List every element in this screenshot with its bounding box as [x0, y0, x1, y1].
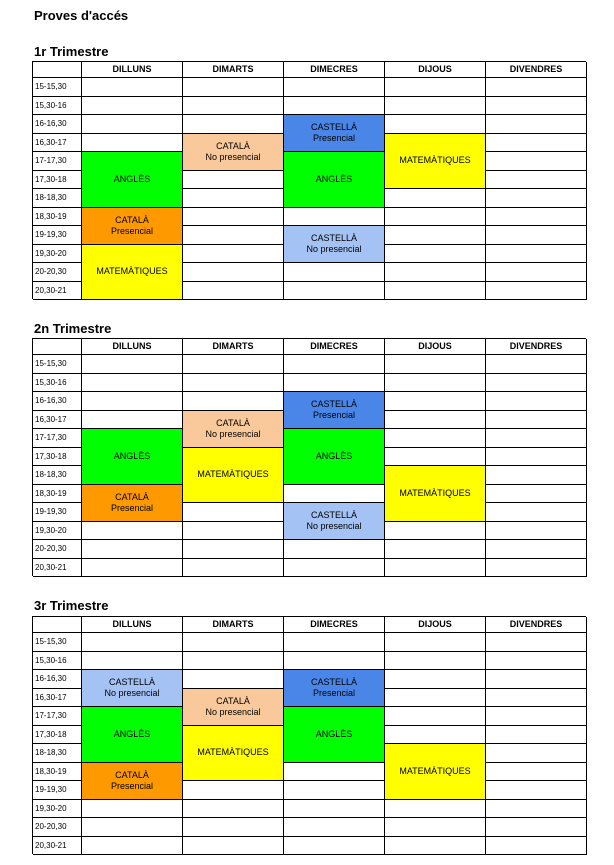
time-slot-label: 16,30-17 — [33, 134, 82, 153]
schedule-cell — [385, 282, 486, 301]
schedule-cell — [486, 263, 587, 282]
schedule-cell — [486, 245, 587, 264]
time-slot-label: 17,30-18 — [33, 726, 82, 745]
exam-block — [385, 134, 486, 190]
schedule-cell — [284, 97, 385, 116]
schedule-cell — [183, 189, 284, 208]
trimester-2-title: 2n Trimestre — [34, 321, 112, 336]
exam-subject: CATALÀ — [115, 769, 149, 780]
time-slot-label: 17-17,30 — [33, 152, 82, 171]
schedule-cell — [486, 485, 587, 504]
time-slot-label: 16-16,30 — [33, 670, 82, 689]
schedule-cell — [82, 818, 183, 837]
schedule-cell — [82, 522, 183, 541]
schedule-cell — [183, 781, 284, 800]
schedule-cell — [82, 374, 183, 393]
exam-mode: No presencial — [205, 428, 261, 439]
schedule-cell — [82, 97, 183, 116]
time-slot-label: 16-16,30 — [33, 115, 82, 134]
trimester-1-title: 1r Trimestre — [34, 44, 109, 59]
day-header: DIVENDRES — [486, 62, 587, 78]
schedule-cell — [284, 263, 385, 282]
page-title: Proves d'accés — [34, 8, 129, 23]
schedule-cell — [486, 208, 587, 227]
schedule-cell — [486, 800, 587, 819]
exam-subject: MATEMÀTIQUES — [399, 155, 471, 166]
day-header: DIMARTS — [183, 339, 284, 355]
schedule-cell — [284, 559, 385, 578]
time-slot-label: 18-18,30 — [33, 189, 82, 208]
schedule-cell — [183, 171, 284, 190]
exam-subject: MATEMÀTIQUES — [197, 469, 269, 480]
schedule-cell — [486, 392, 587, 411]
exam-block — [82, 707, 183, 763]
schedule-cell — [284, 374, 385, 393]
schedule-cell — [486, 115, 587, 134]
schedule-cell — [82, 411, 183, 430]
schedule-cell — [486, 633, 587, 652]
schedule-cell — [385, 208, 486, 227]
exam-subject: CATALÀ — [216, 695, 250, 706]
schedule-cell — [385, 429, 486, 448]
schedule-cell — [183, 355, 284, 374]
day-header: DILLUNS — [82, 617, 183, 633]
schedule-cell — [385, 263, 486, 282]
schedule-cell — [183, 652, 284, 671]
schedule-cell — [486, 503, 587, 522]
schedule-cell — [385, 115, 486, 134]
schedule-cell — [385, 818, 486, 837]
exam-mode: No presencial — [306, 521, 362, 531]
time-slot-label: 19-19,30 — [33, 503, 82, 522]
schedule-cell — [284, 208, 385, 227]
schedule-cell — [284, 763, 385, 782]
exam-subject: MATEMÀTIQUES — [96, 266, 168, 277]
time-slot-label: 20,30-21 — [33, 559, 82, 578]
time-slot-label: 17-17,30 — [33, 429, 82, 448]
schedule-cell — [486, 466, 587, 485]
time-slot-label: 15-15,30 — [33, 633, 82, 652]
schedule-cell — [486, 282, 587, 301]
exam-block — [82, 208, 183, 245]
day-header: DIMECRES — [284, 617, 385, 633]
exam-block — [183, 411, 284, 448]
schedule-cell — [486, 411, 587, 430]
schedule-cell — [82, 78, 183, 97]
exam-subject: ANGLÈS — [113, 450, 151, 461]
exam-block — [284, 707, 385, 763]
schedule-cell — [284, 781, 385, 800]
exam-subject: ANGLÈS — [315, 728, 353, 739]
header-corner-cell — [33, 339, 82, 355]
exam-subject: ANGLÈS — [113, 173, 151, 184]
schedule-cell — [385, 800, 486, 819]
time-slot-label: 20-20,30 — [33, 263, 82, 282]
time-slot-label: 15-15,30 — [33, 355, 82, 374]
schedule-cell — [183, 800, 284, 819]
schedule-cell — [183, 245, 284, 264]
schedule-cell — [385, 411, 486, 430]
schedule-cell — [385, 189, 486, 208]
schedule-cell — [486, 355, 587, 374]
time-slot-label: 18,30-19 — [33, 763, 82, 782]
schedule-cell — [183, 818, 284, 837]
exam-block — [82, 429, 183, 485]
schedule-cell — [486, 689, 587, 708]
schedule-cell — [385, 837, 486, 856]
schedule-cell — [486, 97, 587, 116]
schedule-cell — [486, 171, 587, 190]
schedule-cell — [183, 559, 284, 578]
schedule-cell — [284, 800, 385, 819]
exam-subject: CATALÀ — [115, 491, 149, 502]
exam-block — [82, 763, 183, 800]
schedule-cell — [486, 226, 587, 245]
schedule-cell — [486, 152, 587, 171]
exam-mode: Presencial — [110, 780, 154, 791]
exam-block — [183, 448, 284, 504]
exam-block — [385, 744, 486, 800]
time-slot-label: 18,30-19 — [33, 485, 82, 504]
time-slot-label: 19-19,30 — [33, 226, 82, 245]
schedule-cell — [486, 429, 587, 448]
exam-mode: No presencial — [205, 706, 261, 717]
schedule-cell — [486, 78, 587, 97]
time-slot-label: 18,30-19 — [33, 208, 82, 227]
exam-subject: MATEMÀTIQUES — [399, 487, 471, 498]
schedule-cell — [183, 633, 284, 652]
time-slot-label: 16-16,30 — [33, 392, 82, 411]
schedule-cell — [385, 374, 486, 393]
schedule-cell — [385, 226, 486, 245]
schedule-cell — [82, 837, 183, 856]
schedule-cell — [82, 633, 183, 652]
schedule-cell — [284, 282, 385, 301]
schedule-cell — [385, 355, 486, 374]
schedule-cell — [82, 115, 183, 134]
exam-block — [284, 115, 385, 152]
schedule-cell — [183, 540, 284, 559]
exam-block — [284, 670, 385, 707]
schedule-cell — [183, 503, 284, 522]
time-slot-label: 19,30-20 — [33, 800, 82, 819]
schedule-cell — [486, 652, 587, 671]
exam-block — [284, 429, 385, 485]
day-header: DIMECRES — [284, 62, 385, 78]
exam-mode: No presencial — [306, 244, 362, 254]
schedule-cell — [385, 689, 486, 708]
schedule-cell — [183, 522, 284, 541]
exam-mode: Presencial — [312, 133, 356, 143]
schedule-cell — [486, 726, 587, 745]
exam-mode: Presencial — [312, 688, 356, 698]
exam-mode: No presencial — [104, 688, 160, 698]
exam-mode: Presencial — [312, 410, 356, 420]
exam-subject: CASTELLÀ — [310, 233, 358, 243]
schedule-cell — [284, 837, 385, 856]
exam-mode: Presencial — [110, 502, 154, 513]
schedule-cell — [82, 540, 183, 559]
schedule-cell — [385, 392, 486, 411]
day-header: DIJOUS — [385, 339, 486, 355]
time-slot-label: 20,30-21 — [33, 837, 82, 856]
exam-subject: MATEMÀTIQUES — [197, 747, 269, 758]
schedule-cell — [183, 78, 284, 97]
exam-block — [284, 392, 385, 429]
exam-block — [82, 485, 183, 522]
exam-subject: ANGLÈS — [315, 450, 353, 461]
schedule-cell — [486, 522, 587, 541]
exam-subject: CASTELLÀ — [310, 122, 358, 132]
time-slot-label: 18-18,30 — [33, 744, 82, 763]
time-slot-label: 16,30-17 — [33, 689, 82, 708]
day-header: DIMECRES — [284, 339, 385, 355]
exam-subject: ANGLÈS — [315, 173, 353, 184]
schedule-cell — [183, 208, 284, 227]
exam-subject: CATALÀ — [216, 140, 250, 151]
schedule-cell — [183, 670, 284, 689]
trimester-1-schedule — [32, 61, 586, 299]
exam-subject: CASTELLÀ — [310, 677, 358, 687]
schedule-cell — [486, 540, 587, 559]
trimester-3-title: 3r Trimestre — [34, 598, 109, 613]
exam-block — [284, 503, 385, 540]
exam-block — [183, 726, 284, 782]
day-header: DIVENDRES — [486, 339, 587, 355]
schedule-cell — [183, 115, 284, 134]
exam-subject: CASTELLÀ — [310, 399, 358, 409]
exam-mode: No presencial — [205, 151, 261, 162]
day-header: DIMARTS — [183, 617, 284, 633]
schedule-cell — [82, 392, 183, 411]
schedule-cell — [183, 282, 284, 301]
header-corner-cell — [33, 62, 82, 78]
trimester-2-schedule — [32, 338, 586, 576]
time-slot-label: 19,30-20 — [33, 245, 82, 264]
schedule-cell — [183, 837, 284, 856]
schedule-cell — [486, 763, 587, 782]
day-header: DIMARTS — [183, 62, 284, 78]
time-slot-label: 20-20,30 — [33, 540, 82, 559]
exam-subject: CATALÀ — [216, 417, 250, 428]
schedule-cell — [385, 652, 486, 671]
exam-subject: ANGLÈS — [113, 728, 151, 739]
schedule-cell — [486, 707, 587, 726]
schedule-cell — [385, 726, 486, 745]
schedule-cell — [486, 744, 587, 763]
schedule-cell — [284, 485, 385, 504]
schedule-cell — [82, 559, 183, 578]
schedule-cell — [284, 355, 385, 374]
schedule-cell — [385, 559, 486, 578]
exam-block — [82, 670, 183, 707]
schedule-cell — [385, 540, 486, 559]
time-slot-label: 15,30-16 — [33, 374, 82, 393]
time-slot-label: 19-19,30 — [33, 781, 82, 800]
schedule-cell — [486, 134, 587, 153]
time-slot-label: 20-20,30 — [33, 818, 82, 837]
schedule-cell — [183, 392, 284, 411]
schedule-cell — [486, 837, 587, 856]
schedule-cell — [284, 818, 385, 837]
time-slot-label: 17,30-18 — [33, 448, 82, 467]
schedule-cell — [385, 522, 486, 541]
exam-block — [183, 134, 284, 171]
day-header: DIVENDRES — [486, 617, 587, 633]
schedule-cell — [385, 78, 486, 97]
trimester-3-schedule — [32, 616, 586, 854]
exam-mode: Presencial — [110, 225, 154, 236]
schedule-cell — [183, 97, 284, 116]
schedule-cell — [284, 540, 385, 559]
exam-subject: CASTELLÀ — [310, 510, 358, 520]
exam-block — [82, 152, 183, 208]
schedule-cell — [385, 633, 486, 652]
schedule-cell — [284, 652, 385, 671]
schedule-cell — [385, 670, 486, 689]
schedule-cell — [486, 670, 587, 689]
exam-block — [183, 689, 284, 726]
time-slot-label: 15,30-16 — [33, 652, 82, 671]
time-slot-label: 17-17,30 — [33, 707, 82, 726]
schedule-cell — [486, 189, 587, 208]
time-slot-label: 19,30-20 — [33, 522, 82, 541]
schedule-cell — [183, 263, 284, 282]
schedule-cell — [486, 559, 587, 578]
exam-block — [284, 226, 385, 263]
schedule-cell — [82, 355, 183, 374]
schedule-cell — [183, 226, 284, 245]
time-slot-label: 17,30-18 — [33, 171, 82, 190]
time-slot-label: 15,30-16 — [33, 97, 82, 116]
schedule-cell — [385, 245, 486, 264]
schedule-cell — [82, 134, 183, 153]
time-slot-label: 20,30-21 — [33, 282, 82, 301]
schedule-cell — [82, 800, 183, 819]
schedule-cell — [486, 818, 587, 837]
schedule-cell — [385, 448, 486, 467]
exam-block — [82, 245, 183, 301]
day-header: DILLUNS — [82, 339, 183, 355]
exam-block — [385, 466, 486, 522]
schedule-cell — [385, 707, 486, 726]
day-header: DIJOUS — [385, 62, 486, 78]
schedule-cell — [284, 78, 385, 97]
time-slot-label: 16,30-17 — [33, 411, 82, 430]
schedule-cell — [385, 97, 486, 116]
time-slot-label: 18-18,30 — [33, 466, 82, 485]
exam-subject: CATALÀ — [115, 214, 149, 225]
day-header: DILLUNS — [82, 62, 183, 78]
exam-subject: MATEMÀTIQUES — [399, 765, 471, 776]
exam-subject: CASTELLÀ — [108, 677, 156, 687]
schedule-cell — [82, 652, 183, 671]
header-corner-cell — [33, 617, 82, 633]
schedule-cell — [183, 374, 284, 393]
schedule-cell — [486, 448, 587, 467]
exam-block — [284, 152, 385, 208]
day-header: DIJOUS — [385, 617, 486, 633]
time-slot-label: 15-15,30 — [33, 78, 82, 97]
schedule-cell — [284, 633, 385, 652]
schedule-cell — [486, 781, 587, 800]
schedule-cell — [486, 374, 587, 393]
